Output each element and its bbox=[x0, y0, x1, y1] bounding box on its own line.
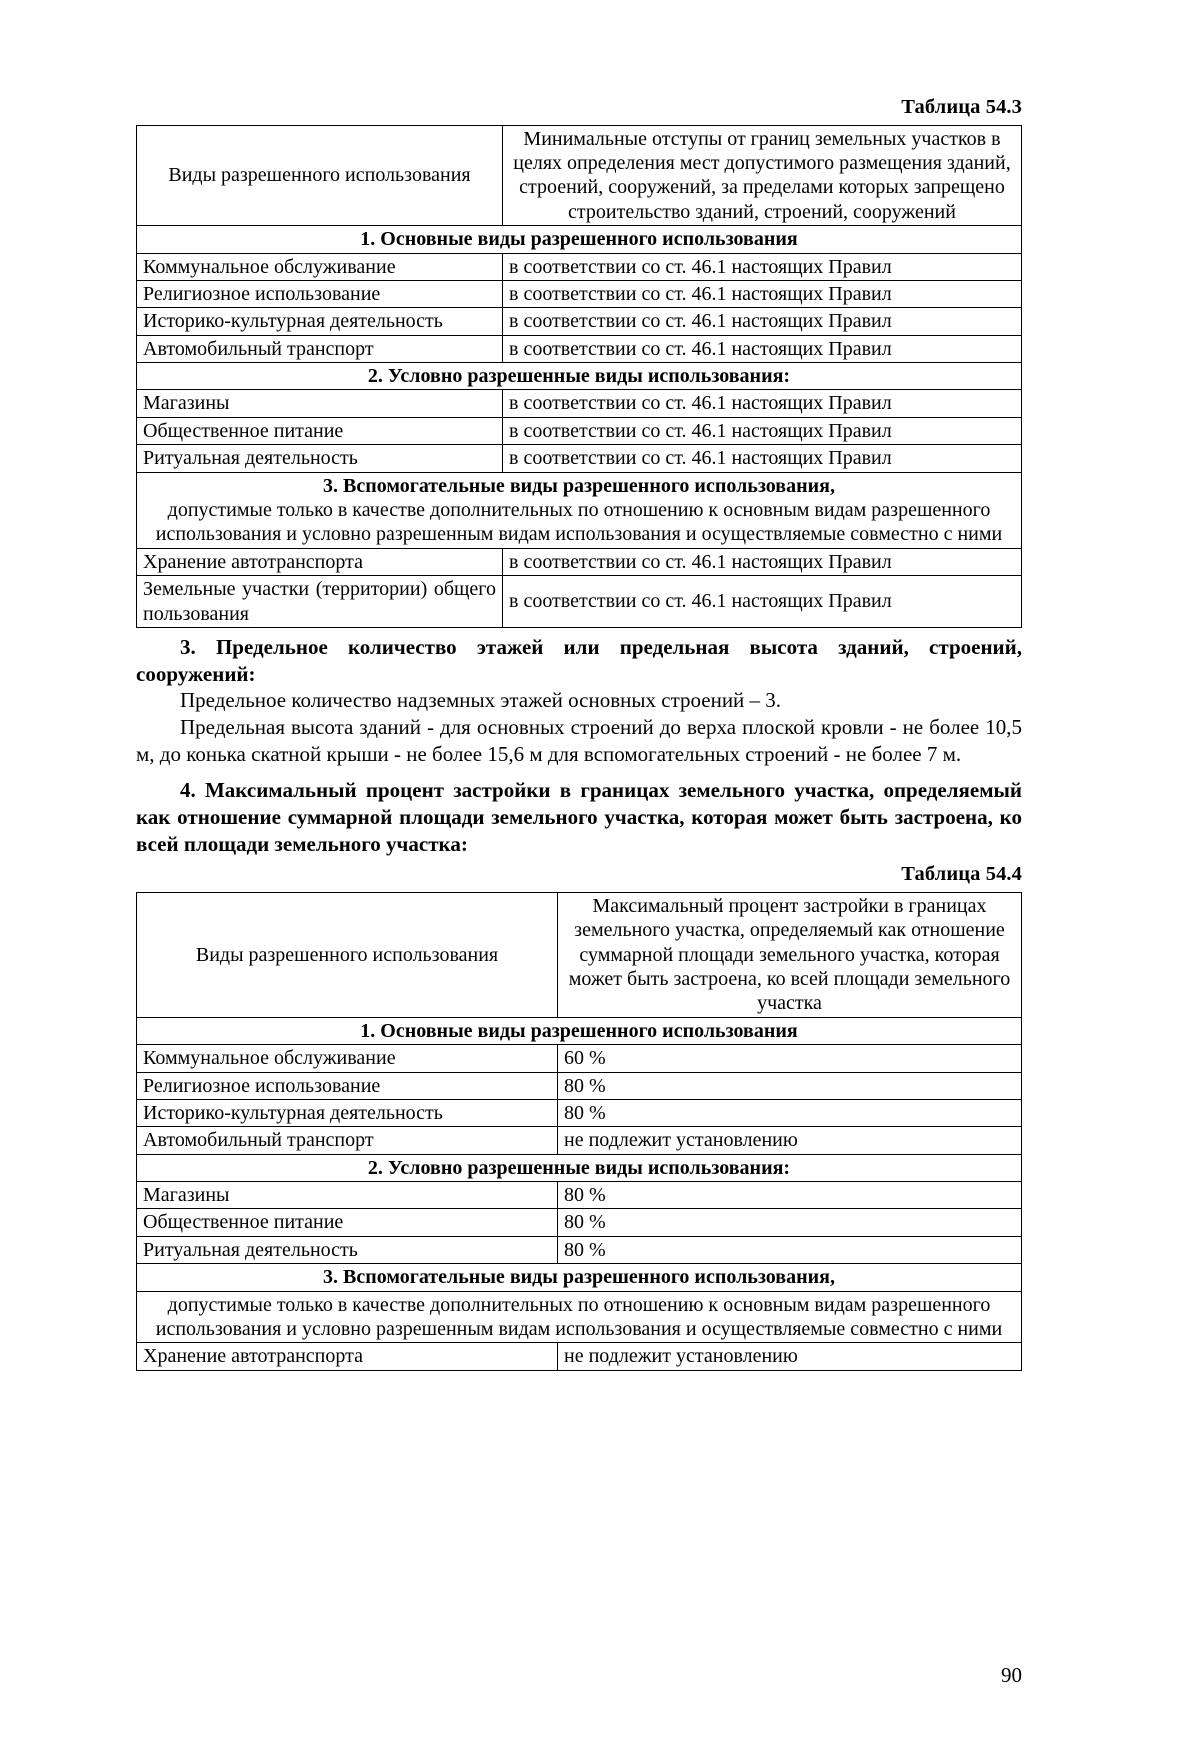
table-543-r8-value: в соответствии со ст. 46.1 настоящих Правил bbox=[503, 548, 1022, 575]
table-544-section-1-label: 1. Основные виды разрешенного использования bbox=[137, 1017, 1022, 1044]
table-row bbox=[137, 1099, 1022, 1126]
table-543-r1-name: Коммунальное обслуживание bbox=[137, 253, 503, 280]
table-544-r5-name: Магазины bbox=[137, 1182, 558, 1209]
table-543-header-left: Виды разрешенного использования bbox=[137, 125, 503, 226]
table-row bbox=[137, 548, 1022, 575]
table-row bbox=[137, 417, 1022, 444]
table-543-r4-name: Автомобильный транспорт bbox=[137, 335, 503, 362]
table-543-section-3-cell bbox=[137, 472, 1022, 548]
page-content bbox=[136, 96, 1022, 1371]
table-543-r7-value: в соответствии со ст. 46.1 настоящих Правил bbox=[503, 445, 1022, 472]
table-544-header-right: Максимальный процент застройки в границах земельного участка, определяемый как отношение суммарной площади земельного участка, которая может быть застроена, ко всей площади земельного участка bbox=[558, 892, 1022, 1017]
table-row bbox=[137, 1209, 1022, 1236]
table-544-r2-value: 80 % bbox=[558, 1072, 1022, 1099]
table-row bbox=[137, 335, 1022, 362]
table-544-section-1-row bbox=[137, 1017, 1022, 1044]
section-3-heading: 3. Предельное количество этажей или предельная высота зданий, строений, сооружений: bbox=[136, 634, 1022, 686]
table-543-r6-name: Общественное питание bbox=[137, 417, 503, 444]
table-544-r8-name: Хранение автотранспорта bbox=[137, 1343, 558, 1370]
table-543 bbox=[136, 125, 1022, 628]
table-543-section-3-sub: допустимые только в качестве дополнительных по отношению к основным видам разрешенного использования и условно разрешенным видам использования и осуществляемые совместно с ними bbox=[155, 499, 1003, 546]
table-543-r2-name: Религиозное использование bbox=[137, 280, 503, 307]
table-544-r4-value: не подлежит установлению bbox=[558, 1127, 1022, 1154]
table-544-r3-name: Историко-культурная деятельность bbox=[137, 1099, 558, 1126]
table-543-section-2-row bbox=[137, 363, 1022, 390]
table-544-header-row bbox=[137, 892, 1022, 1017]
table-543-section-3-row bbox=[137, 472, 1022, 548]
table-544 bbox=[136, 892, 1022, 1371]
table-544-section-2-label: 2. Условно разрешенные виды использования: bbox=[137, 1154, 1022, 1181]
table-544-r4-name: Автомобильный транспорт bbox=[137, 1127, 558, 1154]
table-543-r3-name: Историко-культурная деятельность bbox=[137, 308, 503, 335]
table-543-r1-value: в соответствии со ст. 46.1 настоящих Правил bbox=[503, 253, 1022, 280]
page-number: 90 bbox=[1001, 1663, 1022, 1687]
table-543-r6-value: в соответствии со ст. 46.1 настоящих Правил bbox=[503, 417, 1022, 444]
table-543-r2-value: в соответствии со ст. 46.1 настоящих Правил bbox=[503, 280, 1022, 307]
section-3-para-2: Предельная высота зданий - для основных строений до верха плоской кровли - не более 10,5 м, до конька скатной крыши - не более 15,6 м для вспомогательных строений - не более 7 м. bbox=[136, 714, 1022, 766]
table-544-section-3-sub-row bbox=[137, 1291, 1022, 1343]
table-row bbox=[137, 308, 1022, 335]
table-544-r7-value: 80 % bbox=[558, 1236, 1022, 1263]
table-row bbox=[137, 253, 1022, 280]
table-544-r5-value: 80 % bbox=[558, 1182, 1022, 1209]
table-544-section-2-row bbox=[137, 1154, 1022, 1181]
section-3-para-1: Предельное количество надземных этажей основных строений – 3. bbox=[180, 688, 782, 713]
table-row bbox=[137, 576, 1022, 628]
table-543-r5-value: в соответствии со ст. 46.1 настоящих Правил bbox=[503, 390, 1022, 417]
table-row bbox=[137, 1343, 1022, 1370]
table-544-section-3-title: 3. Вспомогательные виды разрешенного использования, bbox=[137, 1264, 1022, 1291]
table-row bbox=[137, 1127, 1022, 1154]
table-543-header-row bbox=[137, 125, 1022, 226]
table-544-header-left: Виды разрешенного использования bbox=[137, 892, 558, 1017]
table-543-r4-value: в соответствии со ст. 46.1 настоящих Правил bbox=[503, 335, 1022, 362]
table-row bbox=[137, 280, 1022, 307]
table-544-r8-value: не подлежит установлению bbox=[558, 1343, 1022, 1370]
section-4-heading: 4. Максимальный процент застройки в границах земельного участка, определяемый как отношение суммарной площади земельного участка, которая может быть застроена, ко всей площади земельного участка: bbox=[136, 778, 1022, 856]
table-row bbox=[137, 390, 1022, 417]
table-543-r5-name: Магазины bbox=[137, 390, 503, 417]
table-543-r9-value: в соответствии со ст. 46.1 настоящих Правил bbox=[503, 576, 1022, 628]
table-544-section-3-title-row bbox=[137, 1264, 1022, 1291]
table-row bbox=[137, 1236, 1022, 1263]
table-543-section-1-row bbox=[137, 226, 1022, 253]
table-row bbox=[137, 1072, 1022, 1099]
table-543-r9-name: Земельные участки (территории) общего пользования bbox=[137, 576, 503, 628]
table-544-r3-value: 80 % bbox=[558, 1099, 1022, 1126]
table-543-r7-name: Ритуальная деятельность bbox=[137, 445, 503, 472]
table-row bbox=[137, 1045, 1022, 1072]
table-544-r1-name: Коммунальное обслуживание bbox=[137, 1045, 558, 1072]
table-544-caption: Таблица 54.4 bbox=[901, 863, 1022, 886]
table-544-r1-value: 60 % bbox=[558, 1045, 1022, 1072]
table-544-r7-name: Ритуальная деятельность bbox=[137, 1236, 558, 1263]
table-543-r8-name: Хранение автотранспорта bbox=[137, 548, 503, 575]
table-543-header-right: Минимальные отступы от границ земельных участков в целях определения мест допустимого размещения зданий, строений, сооружений, за пределами которых запрещено строительство зданий, строений, сооружений bbox=[503, 125, 1022, 226]
table-543-caption: Таблица 54.3 bbox=[901, 96, 1022, 118]
table-544-r6-name: Общественное питание bbox=[137, 1209, 558, 1236]
table-544-r2-name: Религиозное использование bbox=[137, 1072, 558, 1099]
table-row bbox=[137, 1182, 1022, 1209]
table-543-r3-value: в соответствии со ст. 46.1 настоящих Правил bbox=[503, 308, 1022, 335]
table-row bbox=[137, 445, 1022, 472]
table-543-section-1-label: 1. Основные виды разрешенного использования bbox=[137, 226, 1022, 253]
table-543-section-2-label: 2. Условно разрешенные виды использования: bbox=[137, 363, 1022, 390]
table-544-section-3-sub: допустимые только в качестве дополнительных по отношению к основным видам разрешенного использования и условно разрешенным видам использования и осуществляемые совместно с ними bbox=[137, 1291, 1022, 1343]
table-543-section-3-title: 3. Вспомогательные виды разрешенного использования, bbox=[323, 474, 835, 497]
table-544-r6-value: 80 % bbox=[558, 1209, 1022, 1236]
